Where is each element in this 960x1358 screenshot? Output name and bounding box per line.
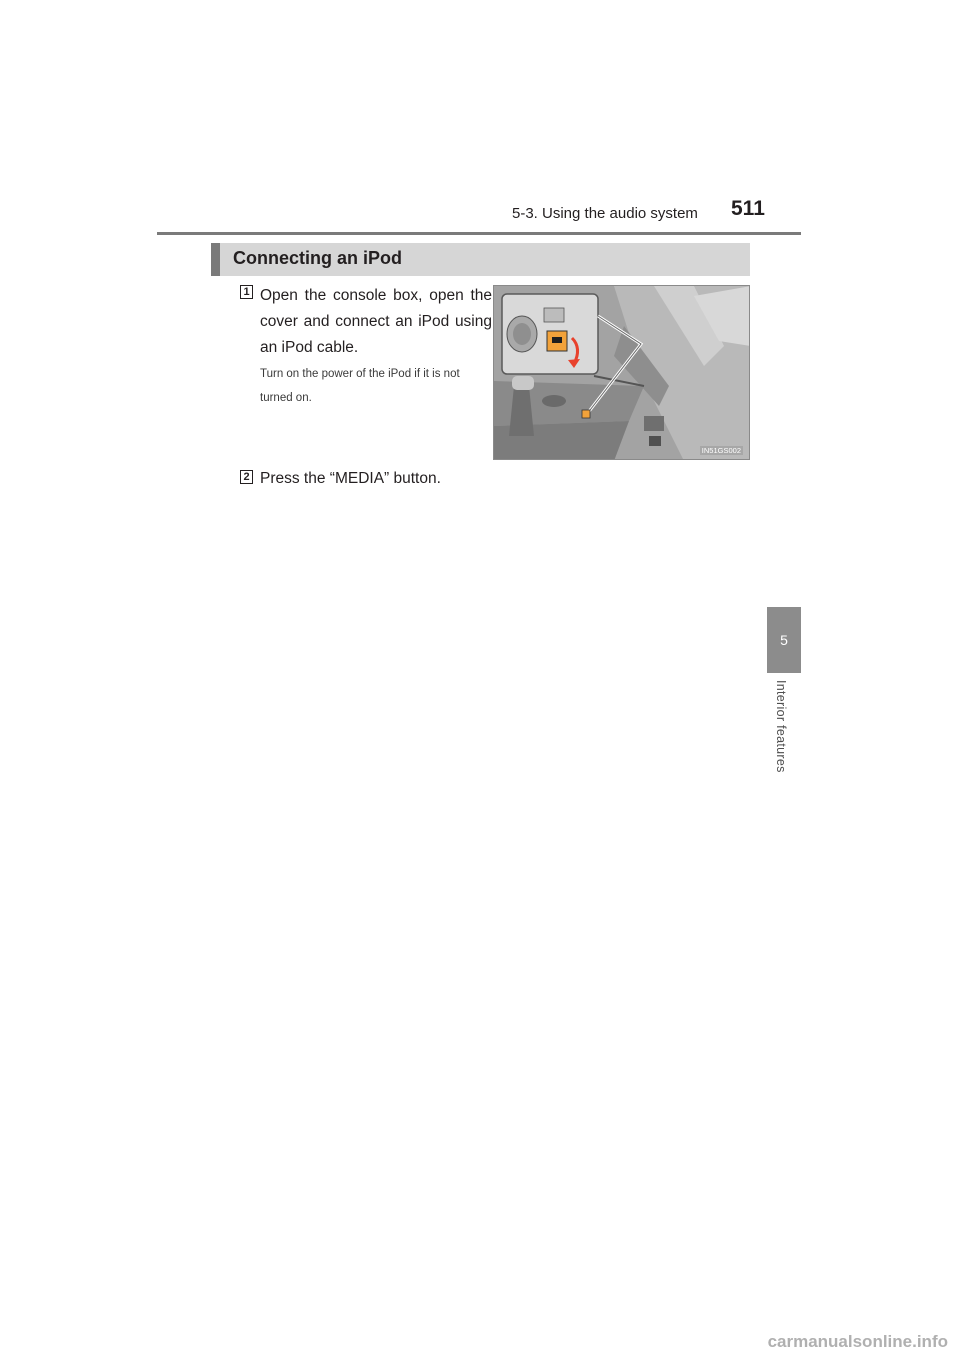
section-heading xyxy=(211,243,750,276)
console-ipod-illustration xyxy=(493,285,750,460)
step-1-note: Turn on the power of the iPod if it is not turned on. xyxy=(260,368,460,404)
chapter-tab xyxy=(767,607,801,673)
step-2-text: Press the “MEDIA” button. xyxy=(260,470,441,487)
step-number-2: 2 xyxy=(240,470,253,484)
page-number: 511 xyxy=(731,197,765,220)
step-number-1: 1 xyxy=(240,285,253,299)
running-header-section: 5-3. Using the audio system xyxy=(512,205,698,222)
console-drawing xyxy=(494,286,750,460)
chapter-number: 5 xyxy=(780,632,788,648)
site-watermark: carmanualsonline.info xyxy=(767,1332,948,1351)
illustration-code: IN51GS002 xyxy=(701,446,741,455)
section-heading-text: Connecting an iPod xyxy=(233,248,402,268)
header-divider xyxy=(157,232,801,235)
chapter-label: Interior features xyxy=(774,680,788,773)
step-1-text: Open the console box, open the cover and connect an iPod using an iPod cable. xyxy=(260,287,492,356)
